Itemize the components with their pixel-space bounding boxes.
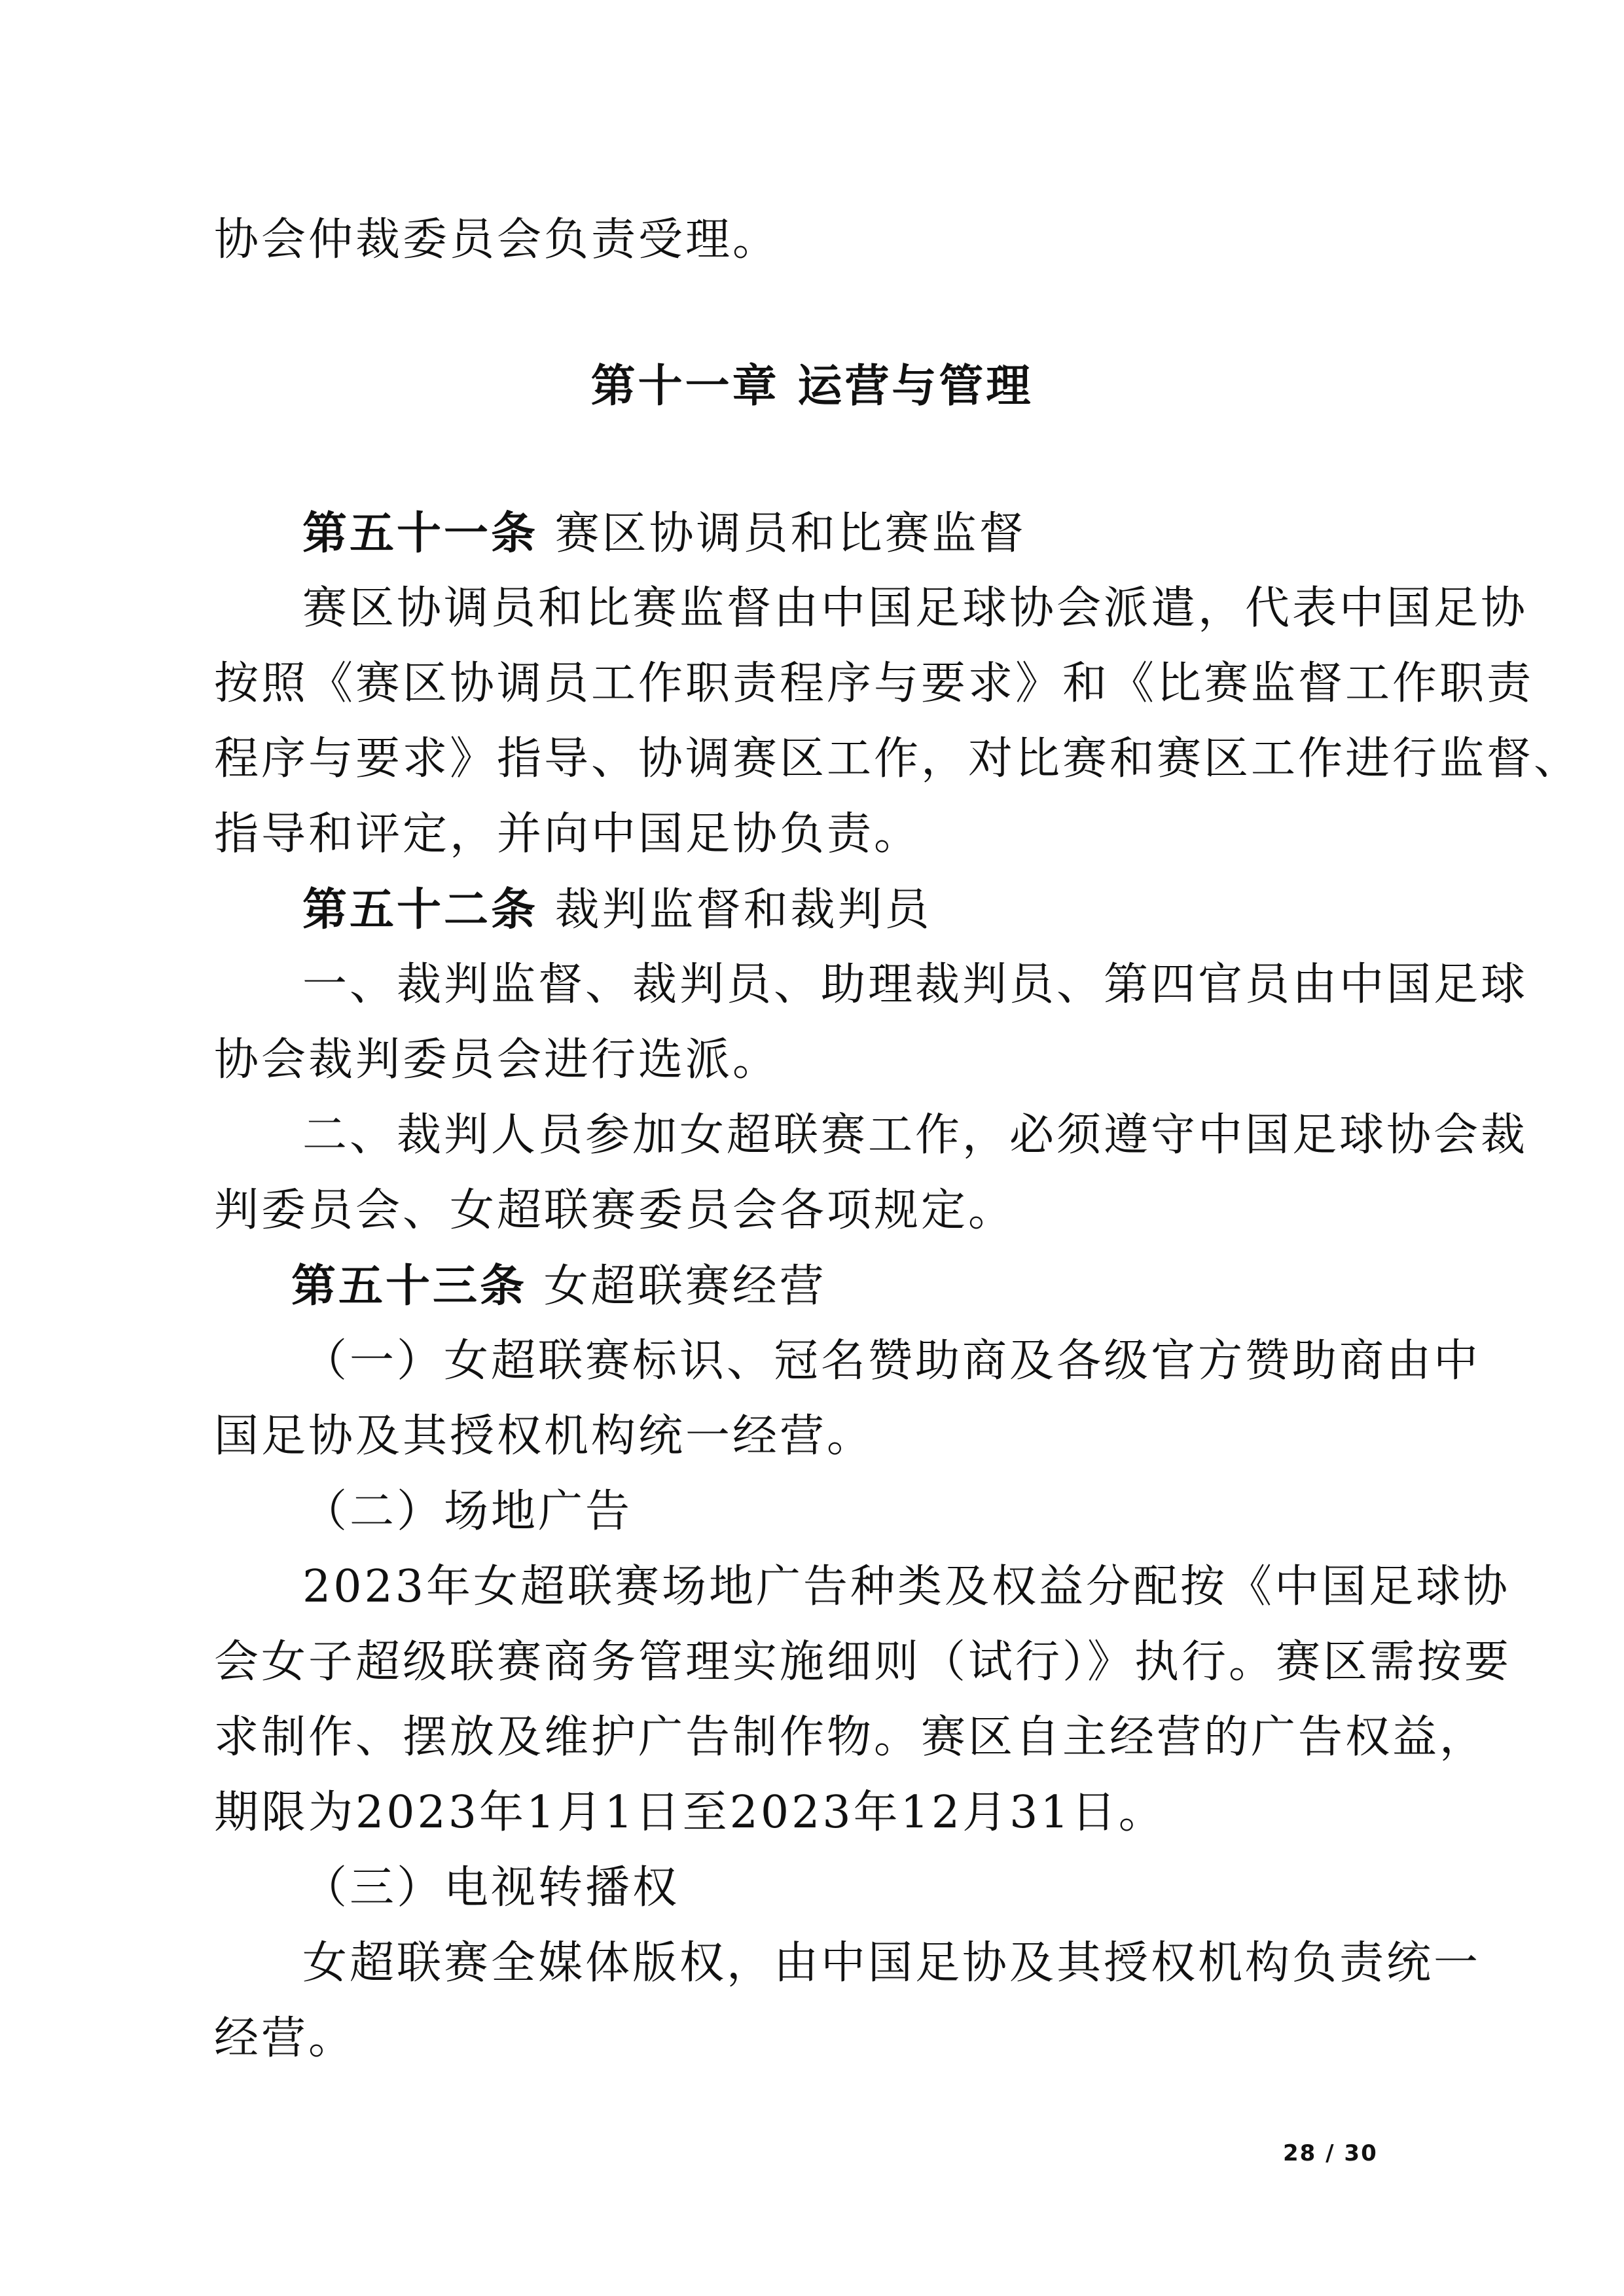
article-heading xyxy=(302,880,1415,940)
body-line: 经营。 xyxy=(214,2013,356,2064)
article-number: 第五十一条 xyxy=(302,507,539,560)
article-title: 女超联赛经营 xyxy=(527,1261,827,1312)
article-title: 裁判监督和裁判员 xyxy=(538,884,932,936)
body-line: 会女子超级联赛商务管理实施细则（试行）》执行。赛区需按要 xyxy=(214,1636,1512,1688)
body-line: 按照《赛区协调员工作职责程序与要求》和《比赛监督工作职责 xyxy=(214,658,1534,709)
article-title: 赛区协调员和比赛监督 xyxy=(538,508,1026,560)
body-line: 2023年女超联赛场地广告种类及权益分配按《中国足球协 xyxy=(302,1561,1511,1613)
body-line: 期限为2023年1月1日至2023年12月31日。 xyxy=(214,1787,1166,1839)
body-line: （一）女超联赛标识、冠名赞助商及各级官方赞助商由中 xyxy=(302,1335,1481,1387)
body-line: 女超联赛全媒体版权，由中国足协及其授权机构负责统一 xyxy=(302,1937,1481,1989)
page-number: 28 / 30 xyxy=(1283,2140,1378,2166)
chapter-heading: 第十一章 运营与管理 xyxy=(590,360,1034,412)
body-line: 判委员会、女超联赛委员会各项规定。 xyxy=(214,1185,1016,1236)
article-heading xyxy=(291,1257,1411,1316)
body-line: 国足协及其授权机构统一经营。 xyxy=(214,1410,875,1462)
body-line: 指导和评定，并向中国足协负责。 xyxy=(214,808,922,860)
body-line: 程序与要求》指导、协调赛区工作，对比赛和赛区工作进行监督、 xyxy=(214,733,1581,785)
body-line: 一、裁判监督、裁判员、助理裁判员、第四官员由中国足球 xyxy=(302,959,1528,1011)
body-line: （三）电视转播权 xyxy=(302,1862,680,1914)
article-heading xyxy=(302,504,1415,564)
body-line: 协会仲裁委员会负责受理。 xyxy=(214,214,780,266)
body-line: 求制作、摆放及维护广告制作物。赛区自主经营的广告权益， xyxy=(214,1712,1487,1763)
article-number: 第五十二条 xyxy=(302,884,539,936)
body-line: （二）场地广告 xyxy=(302,1486,633,1537)
article-number: 第五十三条 xyxy=(291,1260,528,1312)
body-line: 二、裁判人员参加女超联赛工作，必须遵守中国足球协会裁 xyxy=(302,1109,1528,1161)
body-line: 赛区协调员和比赛监督由中国足球协会派遣，代表中国足协 xyxy=(302,583,1528,634)
body-line: 协会裁判委员会进行选派。 xyxy=(214,1034,780,1086)
